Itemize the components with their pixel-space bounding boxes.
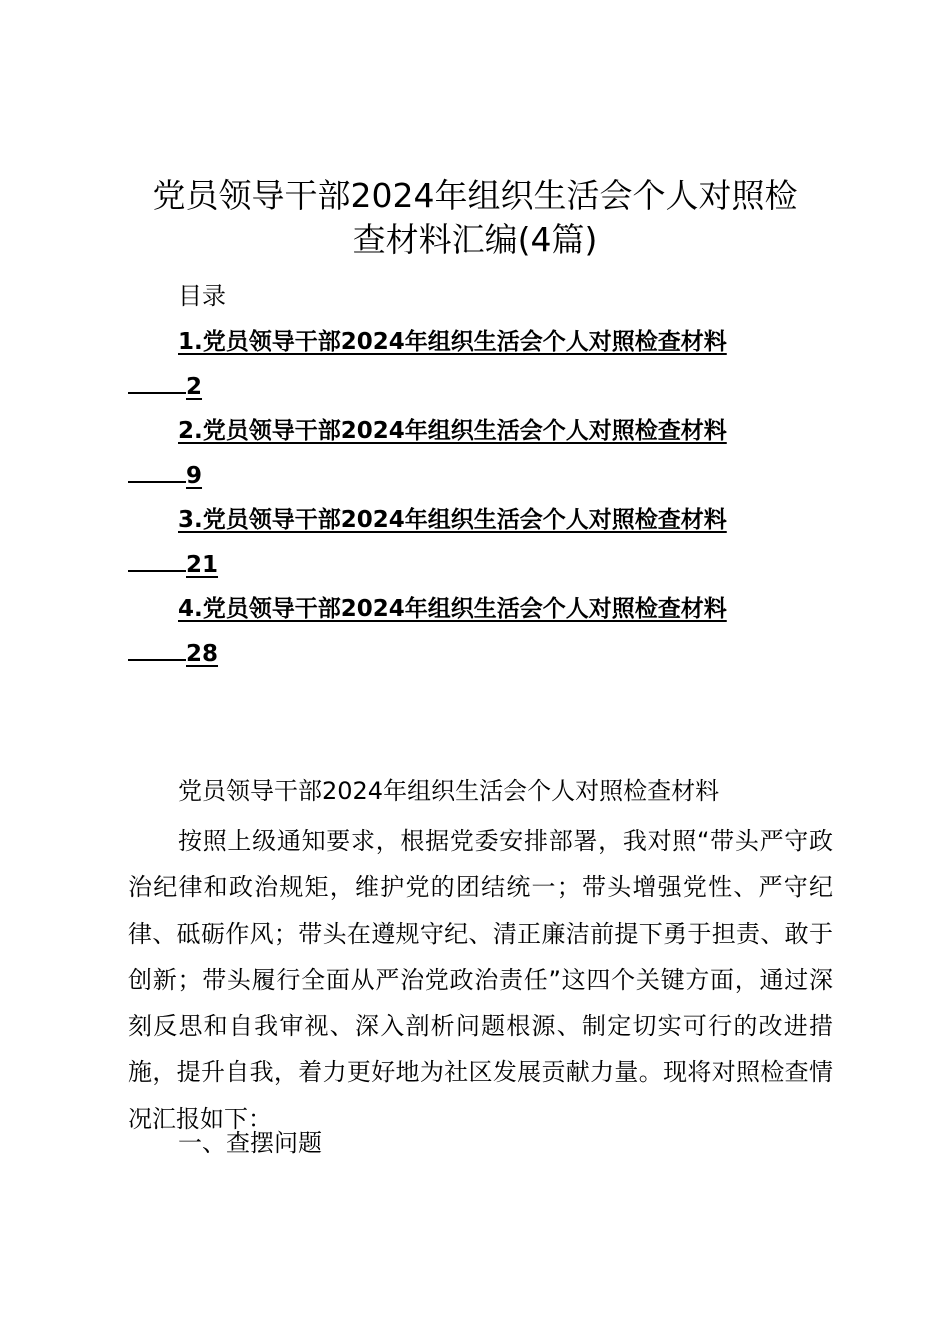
toc-page-number[interactable]: 21: [186, 552, 219, 578]
toc-entry-page[interactable]: [128, 631, 218, 676]
toc-entry-title[interactable]: 1.党员领导干部2024年组织生活会个人对照检查材料: [178, 329, 727, 355]
toc-page-number[interactable]: 2: [186, 374, 203, 400]
body-paragraph: 按照上级通知要求，根据党委安排部署，我对照“带头严守政治纪律和政治规矩，维护党的团结统一；带头增强党性、严守纪律、砥砺作风；带头在遵规守纪、清正廉洁前提下勇于担责、敢于创新；带头履行全面从严治党政治责任”这四个关键方面，通过深刻反思和自我审视、深入剖析问题根源、制定切实可行的改进措施，提升自我，着力更好地为社区发展贡献力量。现将对照检查情况汇报如下：: [128, 827, 833, 1133]
document-title-line-2: 查材料汇编(4篇): [352, 220, 598, 259]
toc-entry-page[interactable]: [128, 453, 202, 498]
document-title-line-1: 党员领导干部2024年组织生活会个人对照检: [152, 176, 798, 215]
toc-entry-title[interactable]: 2.党员领导干部2024年组织生活会个人对照检查材料: [178, 418, 727, 444]
heading-level-1: 一、查摆问题: [178, 1129, 322, 1157]
toc-page-number[interactable]: 9: [186, 463, 203, 489]
toc-entry-page[interactable]: [128, 364, 202, 409]
toc-page-number[interactable]: 28: [186, 641, 219, 667]
toc-entry-page[interactable]: [128, 542, 218, 587]
toc-entry-title[interactable]: 3.党员领导干部2024年组织生活会个人对照检查材料: [178, 507, 727, 533]
section-title: 党员领导干部2024年组织生活会个人对照检查材料: [178, 777, 720, 805]
toc-entry-title[interactable]: 4.党员领导干部2024年组织生活会个人对照检查材料: [178, 596, 727, 622]
toc-heading: 目录: [178, 282, 226, 310]
